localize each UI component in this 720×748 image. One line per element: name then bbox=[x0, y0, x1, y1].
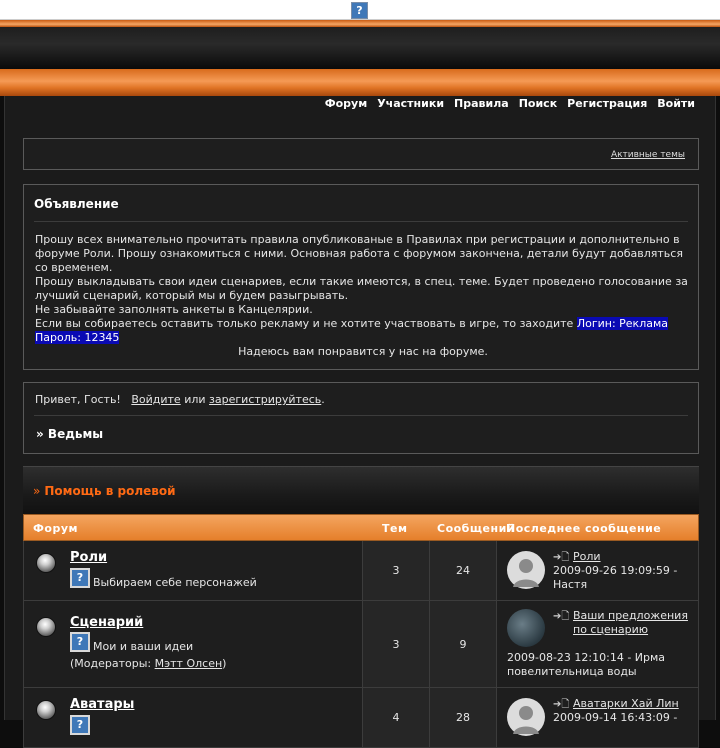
last-post-meta: 2009-08-23 12:10:14 - Ирма повелительница воды bbox=[507, 651, 666, 678]
last-post-meta: 2009-09-14 16:43:09 - bbox=[553, 711, 678, 724]
posts-count: 24 bbox=[456, 564, 470, 577]
table-row bbox=[23, 601, 699, 688]
table-row bbox=[23, 541, 699, 601]
register-link[interactable]: зарегистрируйтесь bbox=[209, 393, 322, 406]
forum-image-icon: ? bbox=[70, 715, 90, 735]
forum-wrapper bbox=[4, 96, 716, 731]
topics-count: 3 bbox=[392, 638, 400, 651]
forum-image-icon: ? bbox=[70, 568, 90, 588]
greeting-box bbox=[23, 382, 699, 454]
nav-forum[interactable]: Форум bbox=[324, 97, 368, 110]
forum-description: Мои и ваши идеи bbox=[93, 640, 194, 653]
category-title-text: Помощь в ролевой bbox=[44, 484, 176, 498]
posts-cell bbox=[429, 541, 496, 600]
forum-image-icon: ? bbox=[70, 632, 90, 652]
last-post-cell bbox=[496, 688, 699, 747]
forum-description: Выбираем себе персонажей bbox=[93, 576, 257, 589]
announcement-closing: Надеюсь вам понравится у нас на форуме. bbox=[238, 345, 488, 358]
header-forum: Форум bbox=[33, 522, 79, 535]
header-posts: Сообщений bbox=[437, 522, 516, 535]
announcement-title: Объявление bbox=[34, 197, 119, 211]
forum-status-icon bbox=[36, 553, 56, 573]
posts-count: 28 bbox=[456, 711, 470, 724]
announcement-ad-text: Если вы собираетесь оставить только рекламу и не хотите участвовать в игре, то заходите bbox=[35, 317, 577, 330]
nav-search[interactable]: Поиск bbox=[518, 97, 558, 110]
table-header bbox=[23, 514, 699, 541]
forum-table bbox=[23, 514, 699, 748]
moderators-prefix: (Модераторы: bbox=[70, 657, 155, 670]
forum-status-icon bbox=[36, 617, 56, 637]
forum-status-icon bbox=[36, 700, 56, 720]
greeting-text: Привет, Гость! bbox=[35, 393, 121, 406]
nav-members[interactable]: Участники bbox=[377, 97, 445, 110]
posts-cell bbox=[429, 688, 496, 747]
topics-cell bbox=[362, 688, 429, 747]
main-nav bbox=[325, 96, 695, 114]
nav-rules[interactable]: Правила bbox=[454, 97, 509, 110]
last-post-meta: 2009-09-26 19:09:59 - Настя bbox=[553, 564, 678, 591]
user-avatar bbox=[507, 609, 545, 647]
posts-cell bbox=[429, 601, 496, 687]
last-post-link[interactable]: Роли bbox=[573, 550, 601, 563]
announcement-paragraph: Прошу выкладывать свои идеи сценариев, если такие имеются, в спец. теме. Будет проведено голосование за лучший сценарий, который мы и будем разыгрывать. bbox=[35, 275, 688, 302]
category-header bbox=[23, 466, 699, 514]
header-stripe-bottom bbox=[0, 69, 720, 96]
table-row bbox=[23, 688, 699, 748]
divider bbox=[34, 415, 688, 416]
topics-cell bbox=[362, 601, 429, 687]
last-post-link[interactable]: Аватарки Хай Лин bbox=[573, 697, 679, 710]
forum-link[interactable]: Аватары bbox=[70, 697, 135, 712]
announcement-paragraph: Прошу всех внимательно прочитать правила опубликованые в Правилах при регистрации и дополнительно в форуме Роли. Прошу ознакомиться с ними. Основная работа с форумом закончена, детали будут добавляться со временем. bbox=[35, 233, 683, 274]
forum-moderators bbox=[70, 657, 226, 670]
guest-greeting bbox=[35, 393, 325, 406]
header-stripe-top bbox=[0, 20, 720, 27]
moderators-suffix: ) bbox=[222, 657, 227, 670]
topics-count: 4 bbox=[392, 711, 400, 724]
category-title[interactable] bbox=[33, 484, 176, 498]
announcement-paragraph: Не забывайте заполнять анкеты в Канцелярии. bbox=[35, 303, 313, 316]
go-to-post-icon[interactable]: ➔🗋 bbox=[553, 552, 570, 563]
announcement-box bbox=[23, 184, 699, 370]
login-link[interactable]: Войдите bbox=[131, 393, 181, 406]
broken-image-icon: ? bbox=[351, 2, 368, 19]
active-topics-link[interactable]: Активные темы bbox=[610, 150, 685, 160]
posts-count: 9 bbox=[459, 638, 467, 651]
header-last-post: Последнее сообщение bbox=[506, 522, 662, 535]
last-post-cell bbox=[496, 541, 699, 600]
greeting-or: или bbox=[184, 393, 206, 406]
ad-credentials: Логин: Реклама Пароль: 12345 bbox=[35, 317, 669, 344]
greeting-dot: . bbox=[321, 393, 325, 406]
nav-login[interactable]: Войти bbox=[657, 97, 695, 110]
topics-cell bbox=[362, 541, 429, 600]
forum-link[interactable]: Роли bbox=[70, 550, 108, 565]
default-avatar-icon bbox=[507, 698, 545, 736]
announcement-body bbox=[35, 233, 691, 359]
header-banner bbox=[0, 27, 720, 69]
category-bullet: » bbox=[33, 484, 41, 498]
active-topics-box bbox=[23, 138, 699, 170]
announcement-paragraph bbox=[35, 317, 691, 345]
divider bbox=[34, 221, 688, 222]
moderator-link[interactable]: Мэтт Олсен bbox=[154, 657, 223, 670]
default-avatar-icon bbox=[507, 551, 545, 589]
nav-register[interactable]: Регистрация bbox=[567, 97, 648, 110]
last-post-cell bbox=[496, 601, 699, 687]
header-topics: Тем bbox=[382, 522, 408, 535]
topics-count: 3 bbox=[392, 564, 400, 577]
breadcrumb: » Ведьмы bbox=[36, 427, 104, 441]
last-post-link[interactable]: Ваши предложения по сценарию bbox=[573, 609, 688, 636]
forum-link[interactable]: Сценарий bbox=[70, 615, 144, 630]
go-to-post-icon[interactable]: ➔🗋 bbox=[553, 611, 570, 622]
top-bar bbox=[0, 0, 720, 20]
go-to-post-icon[interactable]: ➔🗋 bbox=[553, 699, 570, 710]
